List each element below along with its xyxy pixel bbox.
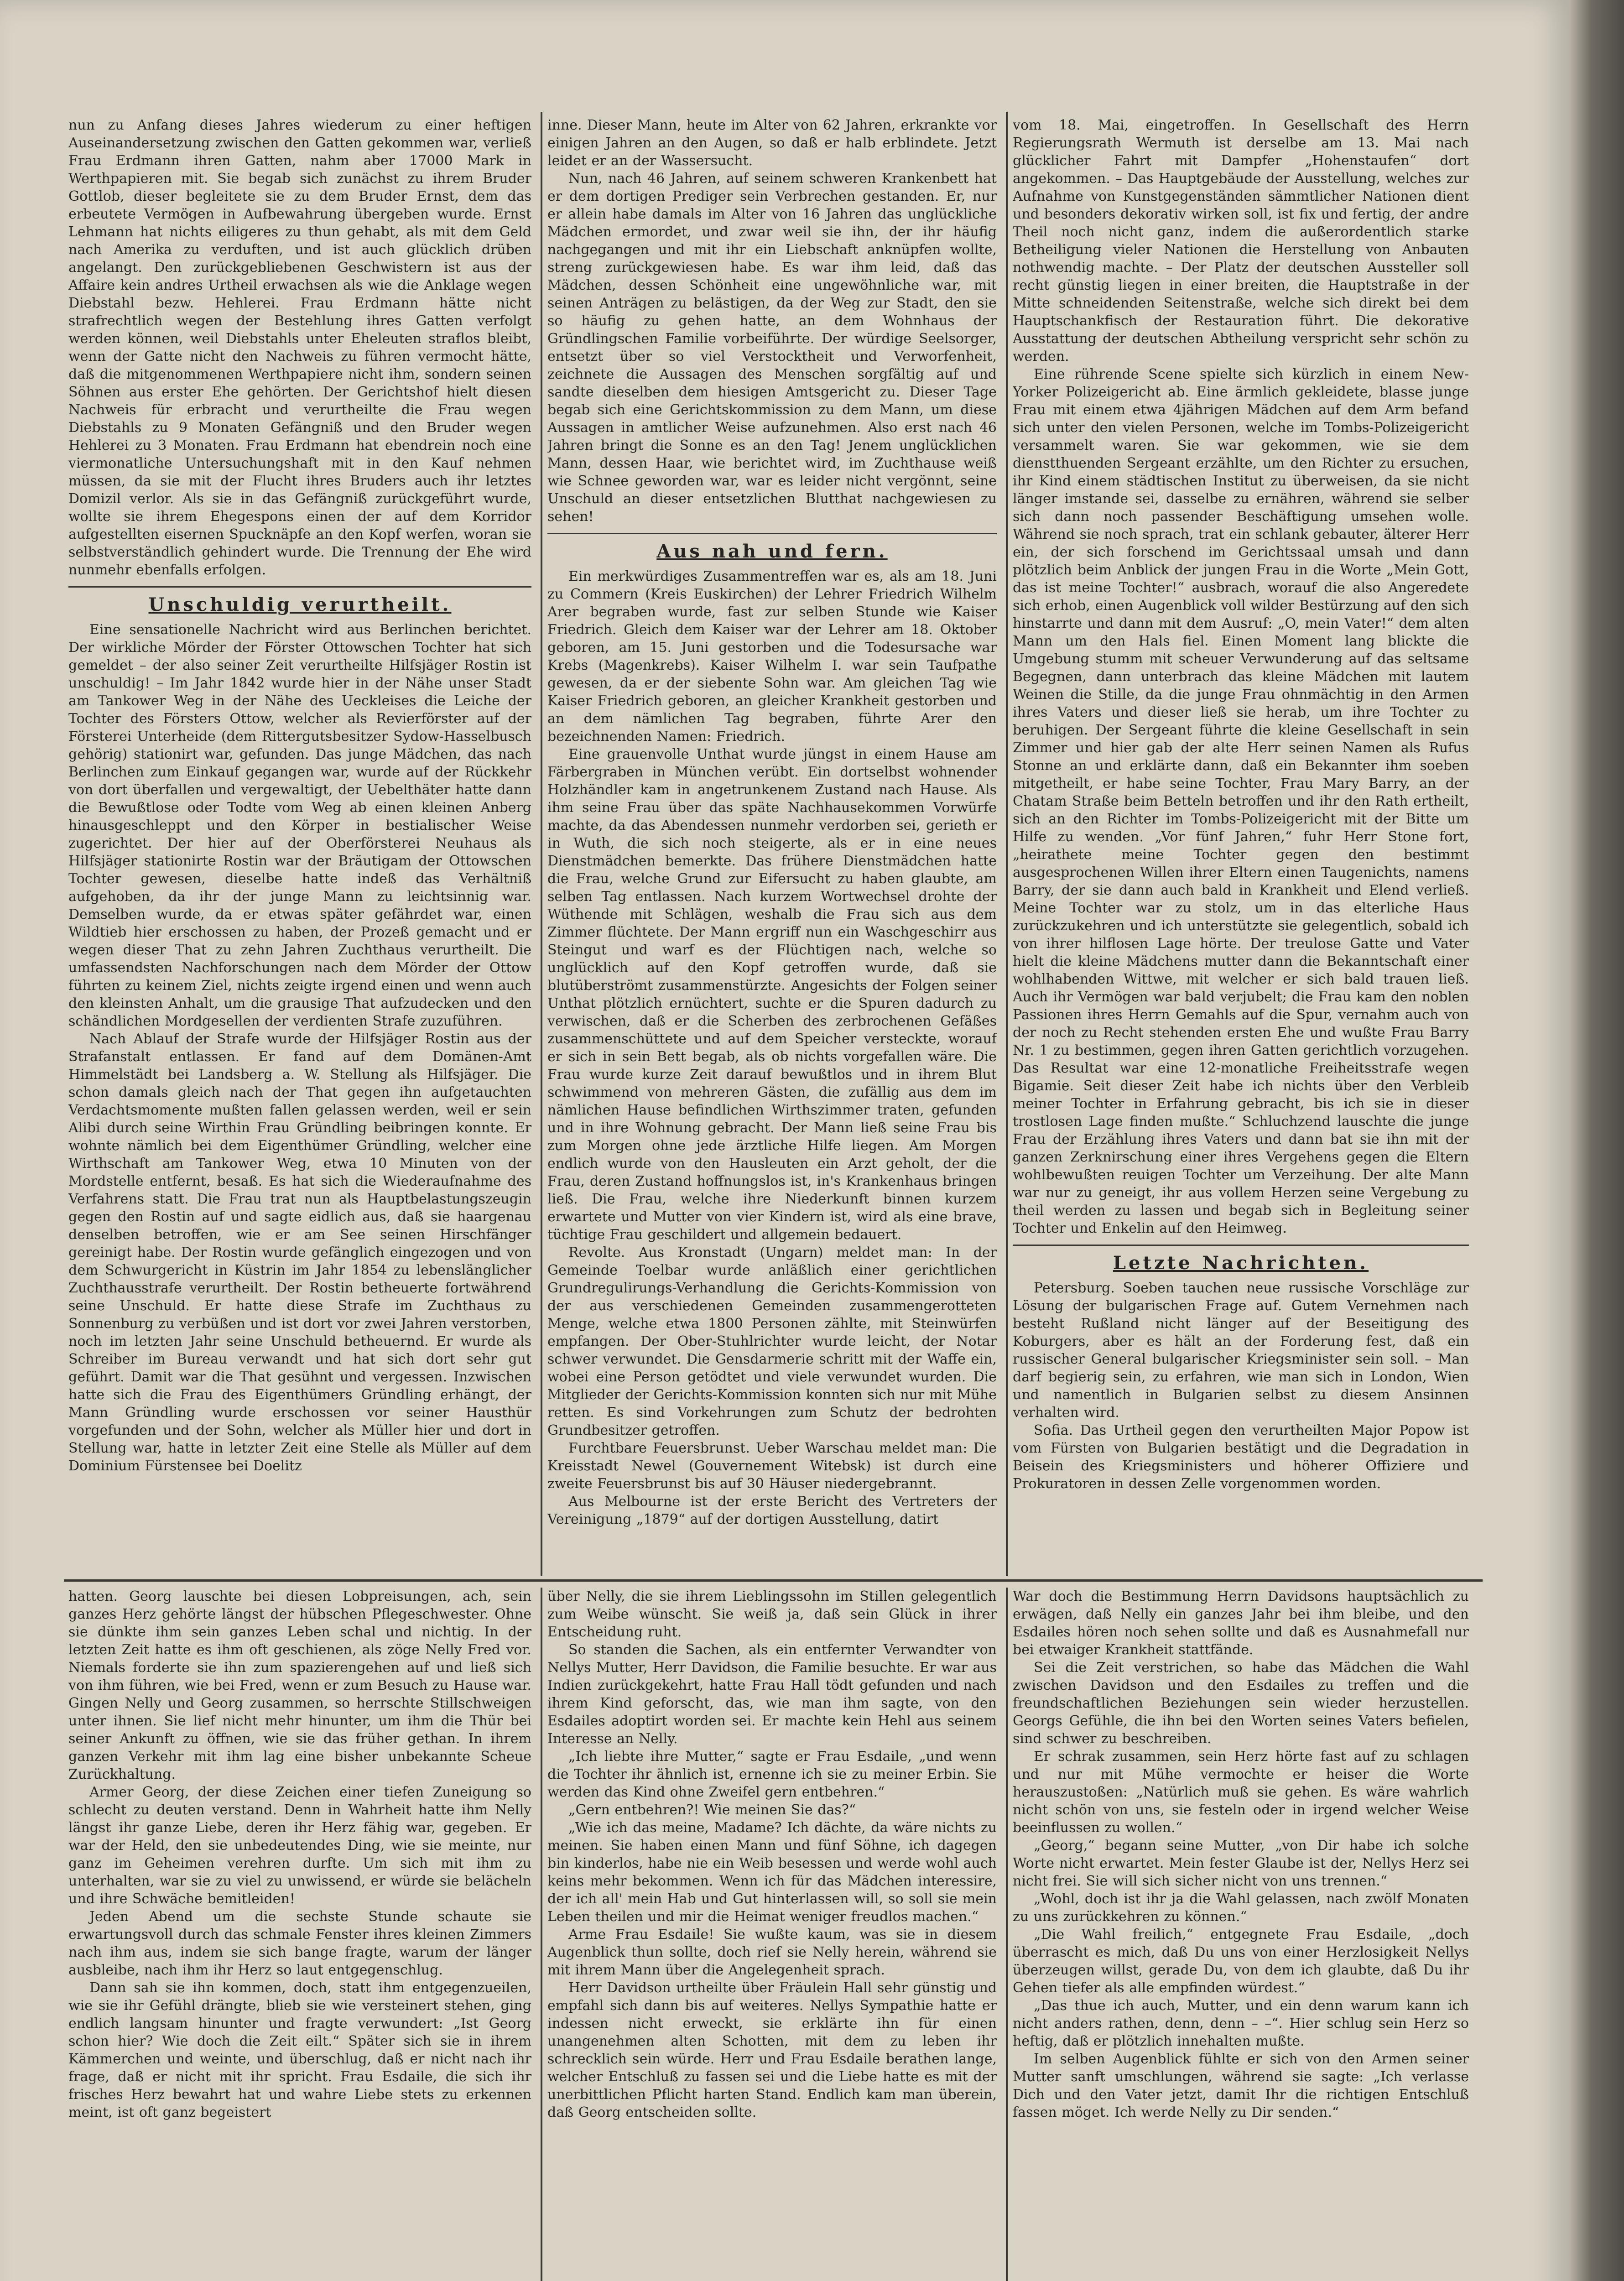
news-item: Eine grauenvolle Unthat wurde jüngst in einem Hause am Färbergraben in München verübt. Ein dortselbst wohnender Holzhändler kam in angetrunkenem Zustand nach Hause. Als ihm seine Frau über das späte Nachhausekommen Vorwürfe machte, da das Abendessen nunmehr verdorben sei, gerieth er in Wuth, die sich noch steigerte, als er in eine neues Dienstmädchen bemerkte. Das frühere Dienstmädchen hatte die Frau, welche Grund zur Eifersucht zu haben glaubte, am selben Tag entlassen. Nach kurzem Wortwechsel drohte der Wüthende mit Schlägen, weshalb die Frau sich aus dem Zimmer flüchtete. Der Mann ergriff nun ein Waschgeschirr aus Steingut und warf es der Flüchtigen nach, welche so unglücklich auf den Kopf getroffen wurde, daß sie blutüberströmt zusammenstürzte. Angesichts der Folgen seiner Unthat plötzlich ernüchtert, suchte er die Spuren dadurch zu verwischen, daß er die Scherben des zerbrochenen Gefäßes zusammenschüttete und auf dem Speicher versteckte, worauf er sich in sein Bett begab, als ob nichts vorgefallen wäre. Die Frau wurde kurze Zeit darauf bewußtlos und in ihrem Blut schwimmend von mehreren Gästen, die zufällig aus dem im nämlichen Hause befindlichen Wirthszimmer traten, gefunden und in ihre Wohnung gebracht. Der Mann ließ seine Frau bis zum Morgen ohne jede ärztliche Hilfe liegen. Am Morgen endlich wurde von den Hausleuten ein Arzt geholt, der die Frau, deren Zustand hoffnungslos ist, in's Krankenhaus bringen ließ. Die Frau, welche ihre Niederkunft binnen kurzem erwartete und Mutter von vier Kindern ist, wird als eine brave, tüchtige Frau geschildert und allgemein bedauert.: [547, 746, 997, 1243]
news-item: Aus Melbourne ist der erste Bericht des Vertreters der Vereinigung „1879“ auf der dortigen Ausstellung, datirt: [547, 1494, 997, 1527]
story-paragraph: Er schrak zusammen, sein Herz hörte fast auf zu schlagen und nur mit Mühe vermochte er heiser die Worte herauszustoßen: „Natürlich muß sie gehen. Es wäre wahrlich nicht schön von uns, sie festeln oder in irgend welcher Weise beeinflussen zu wollen.“: [1013, 1749, 1469, 1836]
story-paragraph: Sei die Zeit verstrichen, so habe das Mädchen die Wahl zwischen Davidson und den Esdailes zu treffen und die freundschaftlichen Beziehungen sein wieder herzustellen. Georgs Gefühle, die ihn bei den Worten seines Vaters befielen, sind schwer zu beschreiben.: [1013, 1660, 1469, 1747]
story-paragraph: „Wie ich das meine, Madame? Ich dächte, da wäre nichts zu meinen. Sie haben einen Mann und fünf Söhne, ich dagegen bin kinderlos, habe nie ein Weib besessen und werde wohl auch keins mehr bekommen. Wenn ich für das Mädchen interessire, der ich all' mein Hab und Gut hinterlassen will, so soll sie mein Leben theilen und mir die Heimat weniger freudlos machen.“: [547, 1820, 997, 1925]
story-paragraph: hatten. Georg lauschte bei diesen Lobpreisungen, ach, sein ganzes Herz gehörte längst der hübschen Pflegeschwester. Ohne sie dünkte ihm sein ganzes Leben schal und nichtig. In der letzten Zeit hatte es ihm oft geschienen, als zöge Nelly Fred vor. Niemals forderte sie ihn zum spazierengehen auf und ließ sich von ihm führen, wie bei Fred, wenn er zum Besuch zu Hause war. Gingen Nelly und Georg zusammen, so herrschte Stillschweigen unter ihnen. Sie lief nicht mehr hinunter, um ihm die Thür bei seiner Ankunft zu öffnen, wie sie das früher gethan. In ihrem ganzen Verkehr mit ihm lag eine bisher unbekannte Scheue Zurückhaltung.: [68, 1588, 531, 1782]
upper-column-1: [68, 116, 531, 1574]
story-paragraph: „Ich liebte ihre Mutter,“ sagte er Frau Esdaile, „und wenn die Tochter ihr ähnlich ist, ernenne ich sie zu meiner Erbin. Sie werden das Kind ohne Zweifel gern entbehren.“: [547, 1749, 997, 1800]
news-item: Furchtbare Feuersbrunst. Ueber Warschau meldet man: Die Kreisstadt Newel (Gouvernement Witebsk) ist durch eine zweite Feuersbrunst bis auf 30 Häuser niedergebrannt.: [547, 1440, 997, 1492]
lower-column-1: [68, 1588, 531, 2281]
column-rule: [1006, 1588, 1008, 2281]
section-heading: Unschuldig verurtheilt.: [148, 594, 452, 615]
story-paragraph: „Die Wahl freilich,“ entgegnete Frau Esdaile, „doch überrascht es mich, daß Du uns von einer Herzlosigkeit Nellys überzeugen willst, gerade Du, von dem ich glaubte, daß Du ihr Gehen tiefer als alle empfinden würdest.“: [1013, 1927, 1469, 1996]
column-rule: [1006, 112, 1008, 1576]
article-paragraph: Nach Ablauf der Strafe wurde der Hilfsjäger Rostin aus der Strafanstalt entlassen. Er fand auf dem Domänen-Amt Himmelstädt bei Landsberg a. W. Stellung als Hilfsjäger. Die schon damals gleich nach der That gegen ihn aufgetauchten Verdachtsmomente mußten fallen gelassen werden, weil er sein Alibi durch seine Wirthin Frau Gründling beibringen konnte. Er wohnte nämlich bei dem Eigenthümer Gründling, welcher eine Wirthschaft am Tankower Weg, etwa 10 Minuten von der Mordstelle entfernt, besaß. Es hat sich die Wiederaufnahme des Verfahrens statt. Die Frau trat nun als Hauptbelastungszeugin gegen den Rostin auf und sagte eidlich aus, daß sie haargenau denselben betroffen, wie er am See seinen Hirschfänger gereinigt habe. Der Rostin wurde gefänglich eingezogen und von dem Schwurgericht in Küstrin im Jahr 1854 zu lebenslänglicher Zuchthausstrafe verurtheilt. Der Rostin betheuerte fortwährend seine Unschuld. Er hatte diese Strafe im Zuchthaus zu Sonnenburg zu verbüßen und ist dort vor zwei Jahren verstorben, noch im letzten Jahr seine Unschuld betheuernd. Er wurde als Schreiber im Bureau verwandt und hat sich dort sehr gut geführt. Damit war die That gesühnt und vergessen. Inzwischen hatte sich die Frau des Eigenthümers Gründling erhängt, der Mann Gründling wurde erschossen vor seiner Hausthür vorgefunden und der Sohn, welcher als Müller hier und dort in Stellung war, hatte in letzter Zeit eine Stelle als Müller auf dem Dominium Fürstensee bei Doelitz: [68, 1031, 531, 1474]
article-paragraph: Eine sensationelle Nachricht wird aus Berlinchen berichtet. Der wirkliche Mörder der Förster Ottowschen Tochter hat sich gemeldet – der also seiner Zeit verurtheilte Hilfsjäger Rostin ist unschuldig! – Im Jahr 1842 wurde hier in der Nähe unser Stadt am Tankower Weg in der Nähe des Ueckleises die Leiche der Tochter des Försters Ottow, welcher als Revierförster auf der Försterei Unterheide (dem Rittergutsbesitzer Sydow-Hasselbusch gehörig) stationirt war, gefunden. Das junge Mädchen, das nach Berlinchen zum Einkauf gegangen war, wurde auf der Rückkehr von dort überfallen und vergewaltigt, der Uebelthäter hatte dann die Bewußtlose oder Todte vom Weg ab einen kleinen Anberg hinausgeschleppt und den Körper in bestialischer Weise zugerichtet. Der hier auf der Oberförsterei Neuhaus als Hilfsjäger stationirte Rostin war der Bräutigam der Ottowschen Tochter gewesen, dieselbe hatte indeß das Verhältniß aufgehoben, da ihr der junge Mann zu leichtsinnig war. Demselben wurde, da er etwas später gefährdet war, einen Wildtieb hier erschossen zu haben, der Prozeß gemacht und er wegen dieser That zu zehn Jahren Zuchthaus verurtheilt. Die umfassendsten Nachforschungen nach dem Mörder der Ottow führten zu keinem Ziel, nichts zeigte irgend einen und wenn auch den kleinsten Anhalt, um die grausige That aufzudecken und den schändlichen Mordgesellen der verdienten Strafe zuzuführen.: [68, 622, 531, 1029]
article-text: vom 18. Mai, eingetroffen. In Gesellschaft des Herrn Regierungsrath Wermuth ist derselbe am 13. Mai nach glücklicher Fahrt mit Dampfer „Hohenstaufen“ dort angekommen. – Das Hauptgebäude der Ausstellung, welches zur Aufnahme von Kunstgegenständen sämmtlicher Nationen dient und besonders dekorativ wirken soll, ist fix und fertig, der andre Theil noch nicht ganz, indem die außerordentlich starke Betheiligung vieler Nationen die Herstellung von Anbauten nothwendig machte. – Der Platz der deutschen Aussteller soll recht günstig liegen in einer breiten, die Hauptstraße in der Mitte schneidenden Seitenstraße, welche sich direkt bei dem Hauptschankfisch der Restauration führt. Die dekorative Ausstattung der deutschen Abtheilung verspricht sehr schön zu werden.: [1013, 117, 1469, 365]
story-paragraph: So standen die Sachen, als ein entfernter Verwandter von Nellys Mutter, Herr Davidson, die Familie besuchte. Er war aus Indien zurückgekehrt, hatte Frau Hall tödt gefunden und nach ihrem Kind geforscht, das, wie man ihm sagte, von den Esdailes adoptirt worden sei. Er machte kein Hehl aus seinem Interesse an Nelly.: [547, 1642, 997, 1747]
divider: [68, 586, 531, 588]
news-item: Revolte. Aus Kronstadt (Ungarn) meldet man: In der Gemeinde Toelbar wurde anläßlich einer gerichtlichen Grundregulirungs-Verhandlung die Gerichts-Kommission von der aus verschiedenen Gemeinden zusammengerotteten Menge, welche etwa 1800 Personen zählte, mit Steinwürfen empfangen. Der Ober-Stuhlrichter wurde leicht, der Notar schwer verwundet. Die Gensdarmerie schritt mit der Waffe ein, wobei eine Person getödtet und viele verwundet wurden. Die Mitglieder der Gerichts-Kommission konnten sich nur mit Mühe retten. Es sind Vorkehrungen zum Schutz der bedrohten Grundbesitzer getroffen.: [547, 1245, 997, 1438]
news-item: Petersburg. Soeben tauchen neue russische Vorschläge zur Lösung der bulgarischen Frage auf. Gutem Vernehmen nach besteht Rußland nicht länger auf der Beseitigung des Koburgers, aber es hält an der Forderung fest, daß ein russischer General bulgarischer Kriegsminister sein soll. – Man darf begierig sein, zu erfahren, wie man sich in London, Wien und namentlich in Bulgarien selbst zu diesem Ansinnen verhalten wird.: [1013, 1280, 1469, 1421]
story-paragraph: „Das thue ich auch, Mutter, und ein denn warum kann ich nicht anders rathen, denn, denn – –“. Hier schlug sein Herz so heftig, daß er plötzlich innehalten mußte.: [1013, 1998, 1469, 2049]
section-rule: [64, 1579, 1483, 1582]
story-paragraph: War doch die Bestimmung Herrn Davidsons hauptsächlich zu erwägen, daß Nelly ein ganzes Jahr bei ihm bleibe, und den Esdailes hören noch sehen sollte und daß es Ausnahmefall nur bei etwaiger Krankheit stattfände.: [1013, 1588, 1469, 1658]
story-paragraph: Herr Davidson urtheilte über Fräulein Hall sehr günstig und empfahl sich dann bis auf weiteres. Nellys Sympathie hatte er indessen nicht erweckt, sie erklärte ihn für einen unangenehmen alten Schotten, mit dem zu leben ihr schrecklich sein würde. Herr und Frau Esdaile berathen lange, welcher Entschluß zu fassen sei und die Liebe hatte es mit der unerbittlichen Pflicht harten Stand. Endlich kam man überein, daß Georg entscheiden sollte.: [547, 1980, 997, 2120]
news-item: Ein merkwürdiges Zusammentreffen war es, als am 18. Juni zu Commern (Kreis Euskirchen) der Lehrer Friedrich Wilhelm Arer begraben wurde, fast zur selben Stunde wie Kaiser Friedrich. Gleich dem Kaiser war der Lehrer am 18. Oktober geboren, am 15. Juni gestorben und die Todesursache war Krebs (Magenkrebs). Kaiser Wilhelm I. war sein Taufpathe gewesen, da er der siebente Sohn war. Am gleichen Tag wie Kaiser Friedrich geboren, an gleicher Krankheit gestorben und an dem nämlichen Tag begraben, führte Arer den bezeichnenden Namen: Friedrich.: [547, 568, 997, 745]
column-rule: [541, 112, 542, 1576]
upper-column-2: [547, 116, 997, 1574]
column-rule: [541, 1588, 542, 2281]
story-paragraph: „Wohl, doch ist ihr ja die Wahl gelassen, nach zwölf Monaten zu uns zurückkehren zu können.“: [1013, 1891, 1469, 1925]
page-edge: [1569, 0, 1624, 2281]
story-paragraph: Jeden Abend um die sechste Stunde schaute sie erwartungsvoll durch das schmale Fenster ihres kleinen Zimmers nach ihm aus, indem sie sich bange fragte, warum der länger ausbleibe, nach ihm ihr Herz so laut entgegenschlug.: [68, 1909, 531, 1978]
article-text: inne. Dieser Mann, heute im Alter von 62 Jahren, erkrankte vor einigen Jahren an den Augen, so daß er halb erblindete. Jetzt leidet er an der Wassersucht.: [547, 117, 997, 169]
lower-column-3: [1013, 1588, 1469, 2272]
story-paragraph: Im selben Augenblick fühlte er sich von den Armen seiner Mutter sanft umschlungen, während sie sagte: „Ich verlasse Dich und den Vater jetzt, damit Ihr die richtigen Entschluß fassen möget. Ich werde Nelly zu Dir senden.“: [1013, 2051, 1469, 2120]
story-paragraph: Armer Georg, der diese Zeichen einer tiefen Zuneigung so schlecht zu deuten verstand. Denn in Wahrheit hatte ihm Nelly längst ihr ganze Liebe, deren ihr Herz fähig war, gegeben. Er war der Held, den sie unbedeutendes Ding, wie sie meinte, nur ganz im Geheimen verehren durfte. Um sich mit ihm zu unterhalten, war sie zu viel zu unwissend, er würde sie belächeln und ihre Schwäche bemitleiden!: [68, 1784, 531, 1907]
article-paragraph: Nun, nach 46 Jahren, auf seinem schweren Krankenbett hat er dem dortigen Prediger sein Verbrechen gestanden. Er, nur er allein habe damals im Alter von 16 Jahren das unglückliche Mädchen ermordet, und zwar weil sie ihn, der ihr häufig nachgegangen und mit ihr ein Liebschaft anknüpfen wollte, streng zurückgewiesen habe. Es war ihm leid, daß das Mädchen, dessen Schönheit eine ungewöhnliche war, mit seinen Anträgen zu belästigen, da der Weg zur Stadt, den sie so häufig zu gehen hatte, an dem Wohnhaus der Gründlingschen Familie vorbeiführte. Der würdige Seelsorger, entsetzt über so viel Verstocktheit und Verworfenheit, zeichnete die Aussagen des Menschen sorgfältig auf und sandte dieselben dem hiesigen Amtsgericht zu. Dieser Tage begab sich eine Gerichtskommission zu dem Mann, um diese Aussagen in amtlicher Weise aufzunehmen. Also erst nach 46 Jahren bringt die Sonne es an den Tag! Jenem unglücklichen Mann, dessen Haar, wie berichtet wird, im Zuchthause weiß wie Schnee geworden war, war es leider nicht vergönnt, seine Unschuld an dieser entsetzlichen Blutthat nachgewiesen zu sehen!: [547, 171, 997, 525]
story-paragraph: Arme Frau Esdaile! Sie wußte kaum, was sie in diesem Augenblick thun sollte, doch rief sie Nelly herein, während sie mit ihrem Mann über die Angelegenheit sprach.: [547, 1927, 997, 1978]
news-item: Sofia. Das Urtheil gegen den verurtheilten Major Popow ist vom Fürsten von Bulgarien bestätigt und die Degradation in Beisein des Kriegsministers und höherer Offiziere und Prokuratoren in dessen Zelle vorgenommen worden.: [1013, 1422, 1469, 1492]
section-heading: Aus nah und fern.: [656, 541, 888, 562]
story-paragraph: „Georg,“ begann seine Mutter, „von Dir habe ich solche Worte nicht erwartet. Mein fester Glaube ist der, Nellys Herz sei nicht frei. Sie will sich sicher nicht von uns trennen.“: [1013, 1838, 1469, 1889]
divider: [1013, 1245, 1469, 1246]
story-paragraph: Dann sah sie ihn kommen, doch, statt ihm entgegenzueilen, wie sie ihr Gefühl drängte, blieb sie wie versteinert stehen, ging endlich langsam hinunter und fragte verwundert: „Ist Georg schon hier? Wie doch die Zeit eilt.“ Später sich sie in ihrem Kämmerchen und weinte, und überschlug, daß er nicht nach ihr frage, daß er nicht mit ihr spricht. Frau Esdaile, die sich ihr frisches Herz bewahrt hat und wahre Liebe stets zu erkennen meint, ist oft ganz begeistert: [68, 1980, 531, 2120]
story-paragraph: über Nelly, die sie ihrem Lieblingssohn im Stillen gelegentlich zum Weibe wünscht. Sie weiß ja, daß sein Glück in ihrer Entscheidung ruht.: [547, 1588, 997, 1640]
lower-column-2: [547, 1588, 997, 2281]
section-heading: Letzte Nachrichten.: [1113, 1252, 1369, 1274]
upper-column-3: [1013, 116, 1469, 1574]
article-paragraph: Eine rührende Scene spielte sich kürzlich in einem New-Yorker Polizeigericht ab. Eine ärmlich gekleidete, blasse junge Frau mit einem etwa 4jährigen Mädchen auf dem Arm befand sich unter den vielen Personen, welche im Tombs-Polizeigericht versammelt waren. Sie war gekommen, wie sie dem dienstthuenden Sergeant erzählte, um den Richter zu ersuchen, ihr Kind einem städtischen Institut zu überweisen, da sie nicht länger imstande sei, dasselbe zu ernähren, während sie selber sich dann noch passender Beschäftigung umsehen wolle. Während sie noch sprach, trat ein schlank gebauter, älterer Herr ein, der sich forschend im Gerichtssaal umsah und dann plötzlich beim Anblick der jungen Frau in die Worte „Mein Gott, das ist meine Tochter!“ ausbrach, worauf die also Angeredete sich erhob, einen Augenblick voll wilder Bestürzung auf den sich hinstarrte und dann mit dem Ausruf: „O, mein Vater!“ dem alten Mann um den Hals fiel. Einen Moment lang blickte die Umgebung stumm mit scheuer Verwunderung auf das seltsame Begegnen, dann unterbrach das kleine Mädchen mit lautem Weinen die Stille, da die junge Frau ohnmächtig in den Armen ihres Vaters und dieser ließ sie herab, um ihre Tochter zu beruhigen. Der Sergeant führte die kleine Gesellschaft in sein Zimmer und hier gab der alte Herr seinen Namen als Rufus Stonne an und erklärte dann, daß ein Bekannter ihm soeben mitgetheilt, er habe seine Tochter, Frau Mary Barry, an der Chatam Straße beim Betteln betroffen und ihr den Rath ertheilt, sich an den Richter im Tombs-Polizeigericht mit der Bitte um Hilfe zu wenden. „Vor fünf Jahren,“ fuhr Herr Stone fort, „heirathete meine Tochter gegen den bestimmt ausgesprochenen Willen ihrer Eltern einen Taugenichts, namens Barry, der sie dann auch bald in Krankheit und Elend verließ. Meine Tochter war zu stolz, um in das elterliche Haus zurückzukehren und ich unterstützte sie gelegentlich, sobald ich von ihrer hilflosen Lage hörte. Der treulose Gatte und Vater hielt die kleine Mädchens mutter dann die Bekanntschaft einer wohlhabenden Wittwe, mit welcher er sich bald trauen ließ. Auch ihr Vermögen war bald verjubelt; die Frau kam den noblen Passionen ihres Herrn Gemahls auf die Spur, vernahm auch von der noch zu Recht stehenden ersten Ehe und wußte Frau Barry Nr. 1 zu bestimmen, gegen ihren Gatten gerichtlich vorzugehen. Das Resultat war eine 12-monatliche Freiheitsstrafe wegen Bigamie. Seit dieser Zeit habe ich nichts über den Verbleib meiner Tochter in Erfahrung gebracht, bis ich sie in dieser trostlosen Lage finden mußte.“ Schluchzend lauschte die junge Frau der Erzählung ihres Vaters und dann bat sie ihn mit der ganzen Zerknirschung einer ihres Vergehens gegen die Eltern wohlbewußten reuigen Tochter um Verzeihung. Der alte Mann war nur zu geneigt, ihr aus vollem Herzen seine Vergebung zu theil werden zu lassen und begab sich in Begleitung seiner Tochter und Enkelin auf den Heimweg.: [1013, 366, 1469, 1236]
story-paragraph: „Gern entbehren?! Wie meinen Sie das?“: [568, 1802, 856, 1818]
divider: [547, 533, 997, 534]
article-text: nun zu Anfang dieses Jahres wiederum zu einer heftigen Auseinandersetzung zwischen den Gatten gekommen war, verließ Frau Erdmann ihren Gatten, nahm aber 17000 Mark in Werthpapieren mit. Sie begab sich zunächst zu ihrem Bruder Gottlob, dieser begleitete sie zu dem Bruder Ernst, dem das erbeutete Vermögen in Aufbewahrung übergeben wurde. Ernst Lehmann hat nichts eiligeres zu thun gehabt, als mit dem Geld nach Amerika zu verduften, und ist auch glücklich drüben angelangt. Den zurückgebliebenen Geschwistern ist aus der Affaire kein andres Urtheil erwachsen als wie die Anklage wegen Diebstahl bezw. Hehlerei. Frau Erdmann hätte nicht strafrechtlich wegen der Bestehlung ihres Gatten verfolgt werden können, weil Diebstahls unter Eheleuten straflos bleibt, wenn der Gatte nicht den Nachweis zu führen vermocht hätte, daß die mitgenommenen Werthpapiere nicht ihm, sondern seinen Söhnen aus erster Ehe gehörten. Der Gerichtshof hielt diesen Nachweis für erbracht und verurtheilte die Frau wegen Diebstahls zu 9 Monaten Gefängniß und den Bruder wegen Hehlerei zu 3 Monaten. Frau Erdmann hat ebendrein noch eine viermonatliche Untersuchungshaft mit in den Kauf nehmen müssen, da sie mit der Flucht ihres Bruders auch ihr letztes Domizil verlor. Als sie in das Gefängniß zurückgeführt wurde, wollte sie ihrem Ehegespons einen der auf dem Korridor aufgestellten eisernen Spucknäpfe an den Kopf werfen, woran sie selbstverständlich gehindert wurde. Die Trennung der Ehe wird nunmehr ebenfalls erfolgen.: [68, 117, 531, 578]
